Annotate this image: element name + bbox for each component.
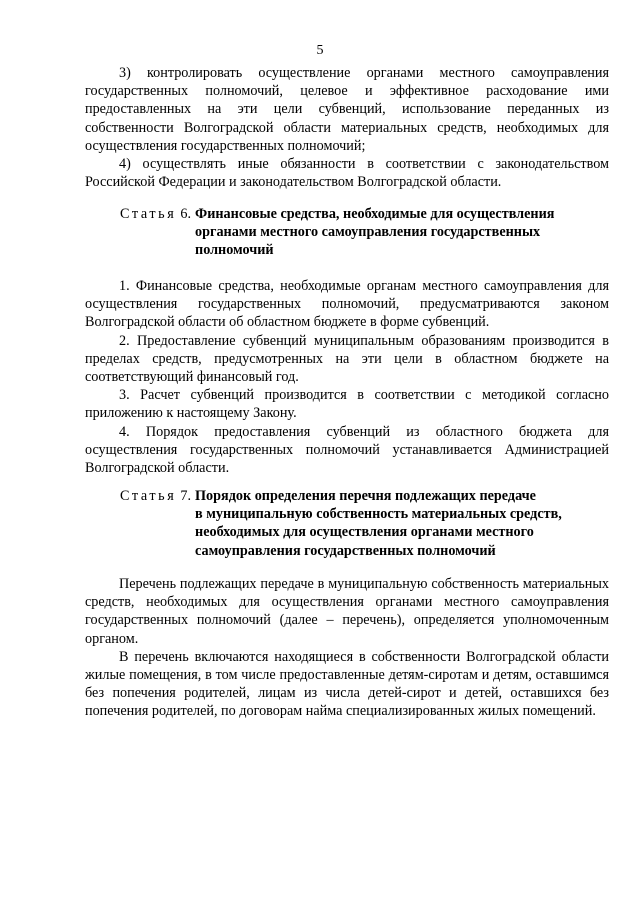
- article-title-line: в муниципальную собственность материальных средств,: [195, 506, 562, 523]
- paragraph-item-3: 3) контролировать осуществление органами местного самоуправления государственных полномочий, целевое и эффективное расходование ими предоставленных на эти цели субвенций, использование переданных из собственности Волгоградской области материальных средств, необходимых для осуществления государственных полномочий;: [85, 65, 609, 154]
- intro-section: [85, 64, 609, 191]
- article-title: [195, 205, 554, 260]
- article-label: Статья: [120, 488, 177, 504]
- article-7-paragraph: В перечень включаются находящиеся в собственности Волгоградской области жилые помещения, в том числе предоставленные детям-сиротам и детям, оставшимся без попечения родителей, лицам из числа детей-сирот и детей, оставшихся без попечения родителей, по договорам найма специализированных жилых помещений.: [85, 648, 609, 720]
- article-6-paragraph: 4. Порядок предоставления субвенций из областного бюджета для осуществления государственных полномочий устанавливается Администрацией Волгоградской области.: [85, 423, 609, 477]
- article-6-paragraph: 3. Расчет субвенций производится в соответствии с методикой согласно приложению к настоящему Закону.: [85, 387, 609, 422]
- article-number: 6.: [180, 206, 192, 222]
- article-7-body: [85, 575, 609, 721]
- article-title-line: органами местного самоуправления государственных: [195, 224, 541, 241]
- article-title-line: Порядок определения перечня подлежащих передаче: [195, 488, 536, 504]
- article-number: 7.: [180, 488, 192, 504]
- article-label: Статья: [120, 206, 177, 222]
- article-7-heading: [120, 487, 600, 560]
- article-title-line: Финансовые средства, необходимые для осуществления: [195, 206, 555, 222]
- article-title-line: полномочий: [195, 242, 274, 259]
- article-7-paragraph: Перечень подлежащих передаче в муниципальную собственность материальных средств, необходимых для осуществления органами местного самоуправления государственных полномочий (далее – перечень), определяется уполномоченным органом.: [85, 576, 609, 647]
- article-6-paragraph: 1. Финансовые средства, необходимые органам местного самоуправления для осуществления государственных полномочий, предусматриваются законом Волгоградской области об областном бюджете в форме субвенций.: [85, 278, 609, 331]
- article-title-line: самоуправления государственных полномочий: [195, 542, 496, 559]
- page-number: 5: [316, 43, 324, 58]
- article-6-heading: [120, 205, 600, 260]
- article-title: [195, 487, 562, 560]
- paragraph-item-4: 4) осуществлять иные обязанности в соответствии с законодательством Российской Федерации и законодательством Волгоградской области.: [85, 156, 609, 191]
- article-6-body: [85, 277, 609, 477]
- article-6-paragraph: 2. Предоставление субвенций муниципальным образованиям производится в пределах средств, предусмотренных на эти цели в областном бюджете на соответствующий финансовый год.: [85, 332, 609, 386]
- article-title-line: необходимых для осуществления органами местного: [195, 524, 534, 541]
